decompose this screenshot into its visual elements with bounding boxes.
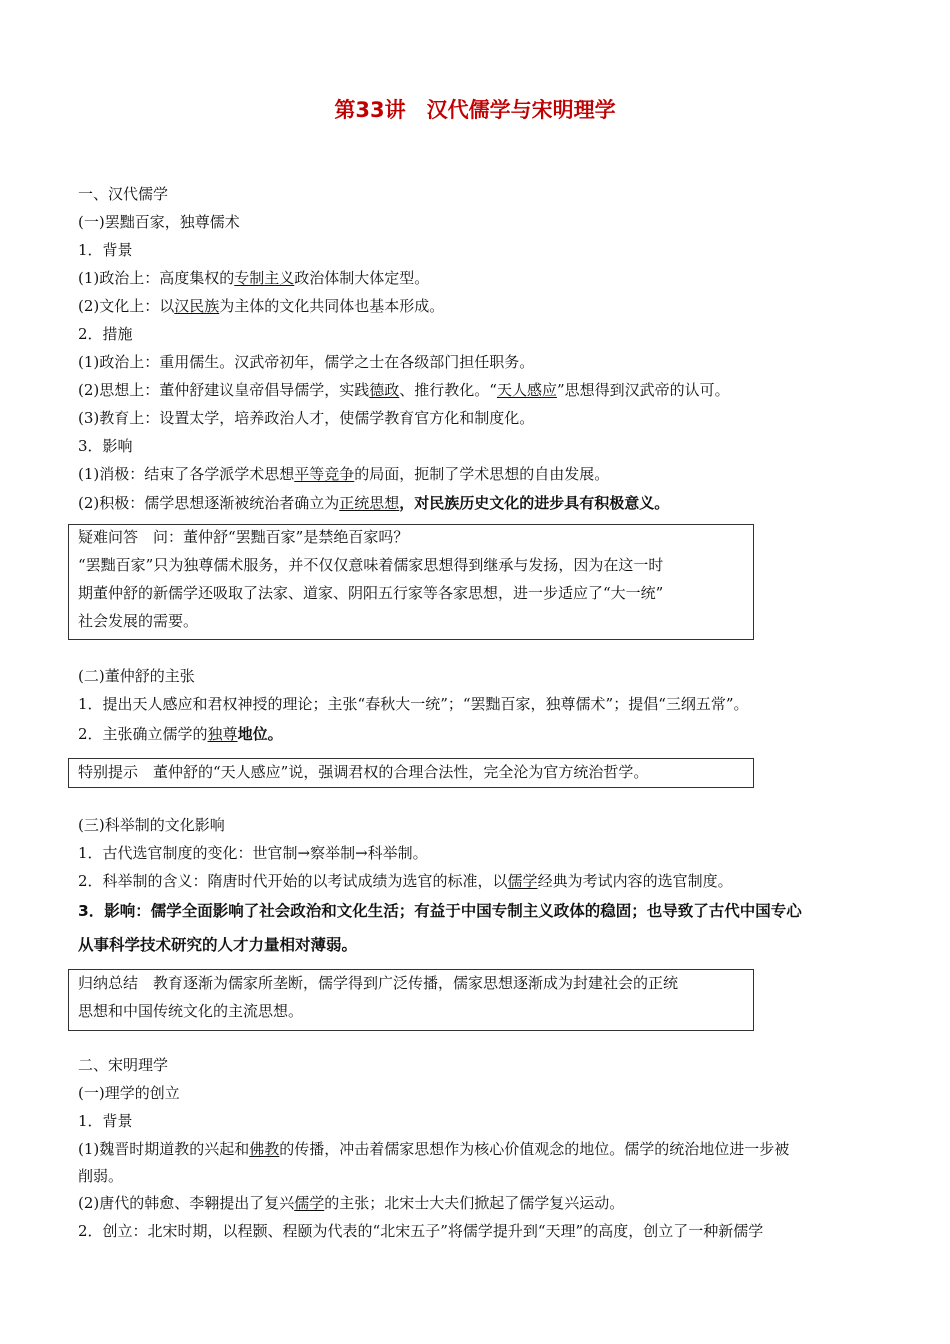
blank-answer: 儒学 (507, 872, 538, 890)
blank-answer: 汉民族 (174, 297, 220, 315)
subsection-heading-4: (一)理学的创立 (78, 1084, 180, 1102)
blank-answer: 德政 (369, 381, 400, 399)
exam-item-3-cont: 从事科学技术研究的人才力量相对薄弱。 (78, 936, 358, 954)
lixue-creation: 2．创立：北宋时期，以程颢、程颐为代表的“北宋五子”将儒学提升到“天理”的高度，创立了一种新儒学 (78, 1222, 764, 1240)
tip-box-line: 特别提示 董仲舒的“天人感应”说，强调君权的合理合法性，完全沦为官方统治哲学。 (78, 763, 649, 781)
blank-answer: 专制主义 (234, 269, 295, 287)
background-item-2: (2)文化上：以汉民族为主体的文化共同体也基本形成。 (78, 297, 445, 315)
measure-item-3: (3)教育上：设置太学，培养政治人才，使儒学教育官方化和制度化。 (78, 409, 535, 427)
dong-item-1: 1．提出天人感应和君权神授的理论；主张“春秋大一统”；“罢黜百家，独尊儒术”；提倡“三纲五常”。 (78, 695, 749, 713)
impact-label: 3．影响 (78, 437, 133, 455)
subsection-heading-1: (一)罢黜百家，独尊儒术 (78, 213, 240, 231)
lixue-background-item-1-cont: 削弱。 (78, 1167, 124, 1185)
subsection-heading-3: (三)科举制的文化影响 (78, 816, 225, 834)
dong-item-2: 2．主张确立儒学的独尊地位。 (78, 725, 283, 743)
impact-item-2: (2)积极：儒学思想逐渐被统治者确立为正统思想，对民族历史文化的进步具有积极意义。 (78, 494, 670, 512)
blank-answer: 正统思想 (339, 494, 400, 512)
qa-box-line: 疑难问答 问：董仲舒“罢黜百家”是禁绝百家吗？ (78, 528, 409, 546)
blank-answer: 独尊 (207, 725, 238, 743)
summary-box-line: 思想和中国传统文化的主流思想。 (78, 1002, 304, 1020)
measure-item-1: (1)政治上：重用儒生。汉武帝初年，儒学之士在各级部门担任职务。 (78, 353, 535, 371)
lixue-background-label: 1．背景 (78, 1112, 133, 1130)
blank-answer: 佛教 (249, 1140, 280, 1158)
lixue-background-item-1: (1)魏晋时期道教的兴起和佛教的传播，冲击着儒家思想作为核心价值观念的地位。儒学的统治地位进一步被 (78, 1140, 790, 1158)
section-heading-song: 二、宋明理学 (78, 1056, 169, 1074)
qa-box-line: “罢黜百家”只为独尊儒术服务，并不仅仅意味着儒家思想得到继承与发扬，因为在这一时 (78, 556, 664, 574)
background-label: 1．背景 (78, 241, 133, 259)
blank-answer: 平等竞争 (294, 465, 355, 483)
exam-item-1: 1．古代选官制度的变化：世官制→察举制→科举制。 (78, 844, 428, 862)
qa-box (68, 524, 754, 640)
tip-box (68, 758, 754, 788)
lixue-background-item-2: (2)唐代的韩愈、李翱提出了复兴儒学的主张；北宋士大夫们掀起了儒学复兴运动。 (78, 1194, 625, 1212)
exam-item-2: 2．科举制的含义：隋唐时代开始的以考试成绩为选官的标准，以儒学经典为考试内容的选官制度。 (78, 872, 733, 890)
subsection-heading-2: (二)董仲舒的主张 (78, 667, 195, 685)
summary-box-line: 归纳总结 教育逐渐为儒家所垄断，儒学得到广泛传播，儒家思想逐渐成为封建社会的正统 (78, 974, 679, 992)
background-item-1: (1)政治上：高度集权的专制主义政治体制大体定型。 (78, 269, 430, 287)
exam-item-3: 3．影响：儒学全面影响了社会政治和文化生活；有益于中国专制主义政体的稳固；也导致了古代中国专心 (78, 902, 802, 920)
blank-answer: 儒学 (294, 1194, 325, 1212)
qa-box-line: 期董仲舒的新儒学还吸取了法家、道家、阴阳五行家等各家思想，进一步适应了“大一统” (78, 584, 664, 602)
section-heading-han: 一、汉代儒学 (78, 185, 169, 203)
summary-box (68, 969, 754, 1031)
measures-label: 2．措施 (78, 325, 133, 343)
page-title: 第33讲 汉代儒学与宋明理学 (334, 98, 616, 122)
qa-box-line: 社会发展的需要。 (78, 612, 199, 630)
measure-item-2: (2)思想上：董仲舒建议皇帝倡导儒学，实践德政、推行教化。“天人感应”思想得到汉武帝的认可。 (78, 381, 730, 399)
impact-item-1: (1)消极：结束了各学派学术思想平等竞争的局面，扼制了学术思想的自由发展。 (78, 465, 610, 483)
blank-answer: 天人感应 (496, 381, 557, 399)
